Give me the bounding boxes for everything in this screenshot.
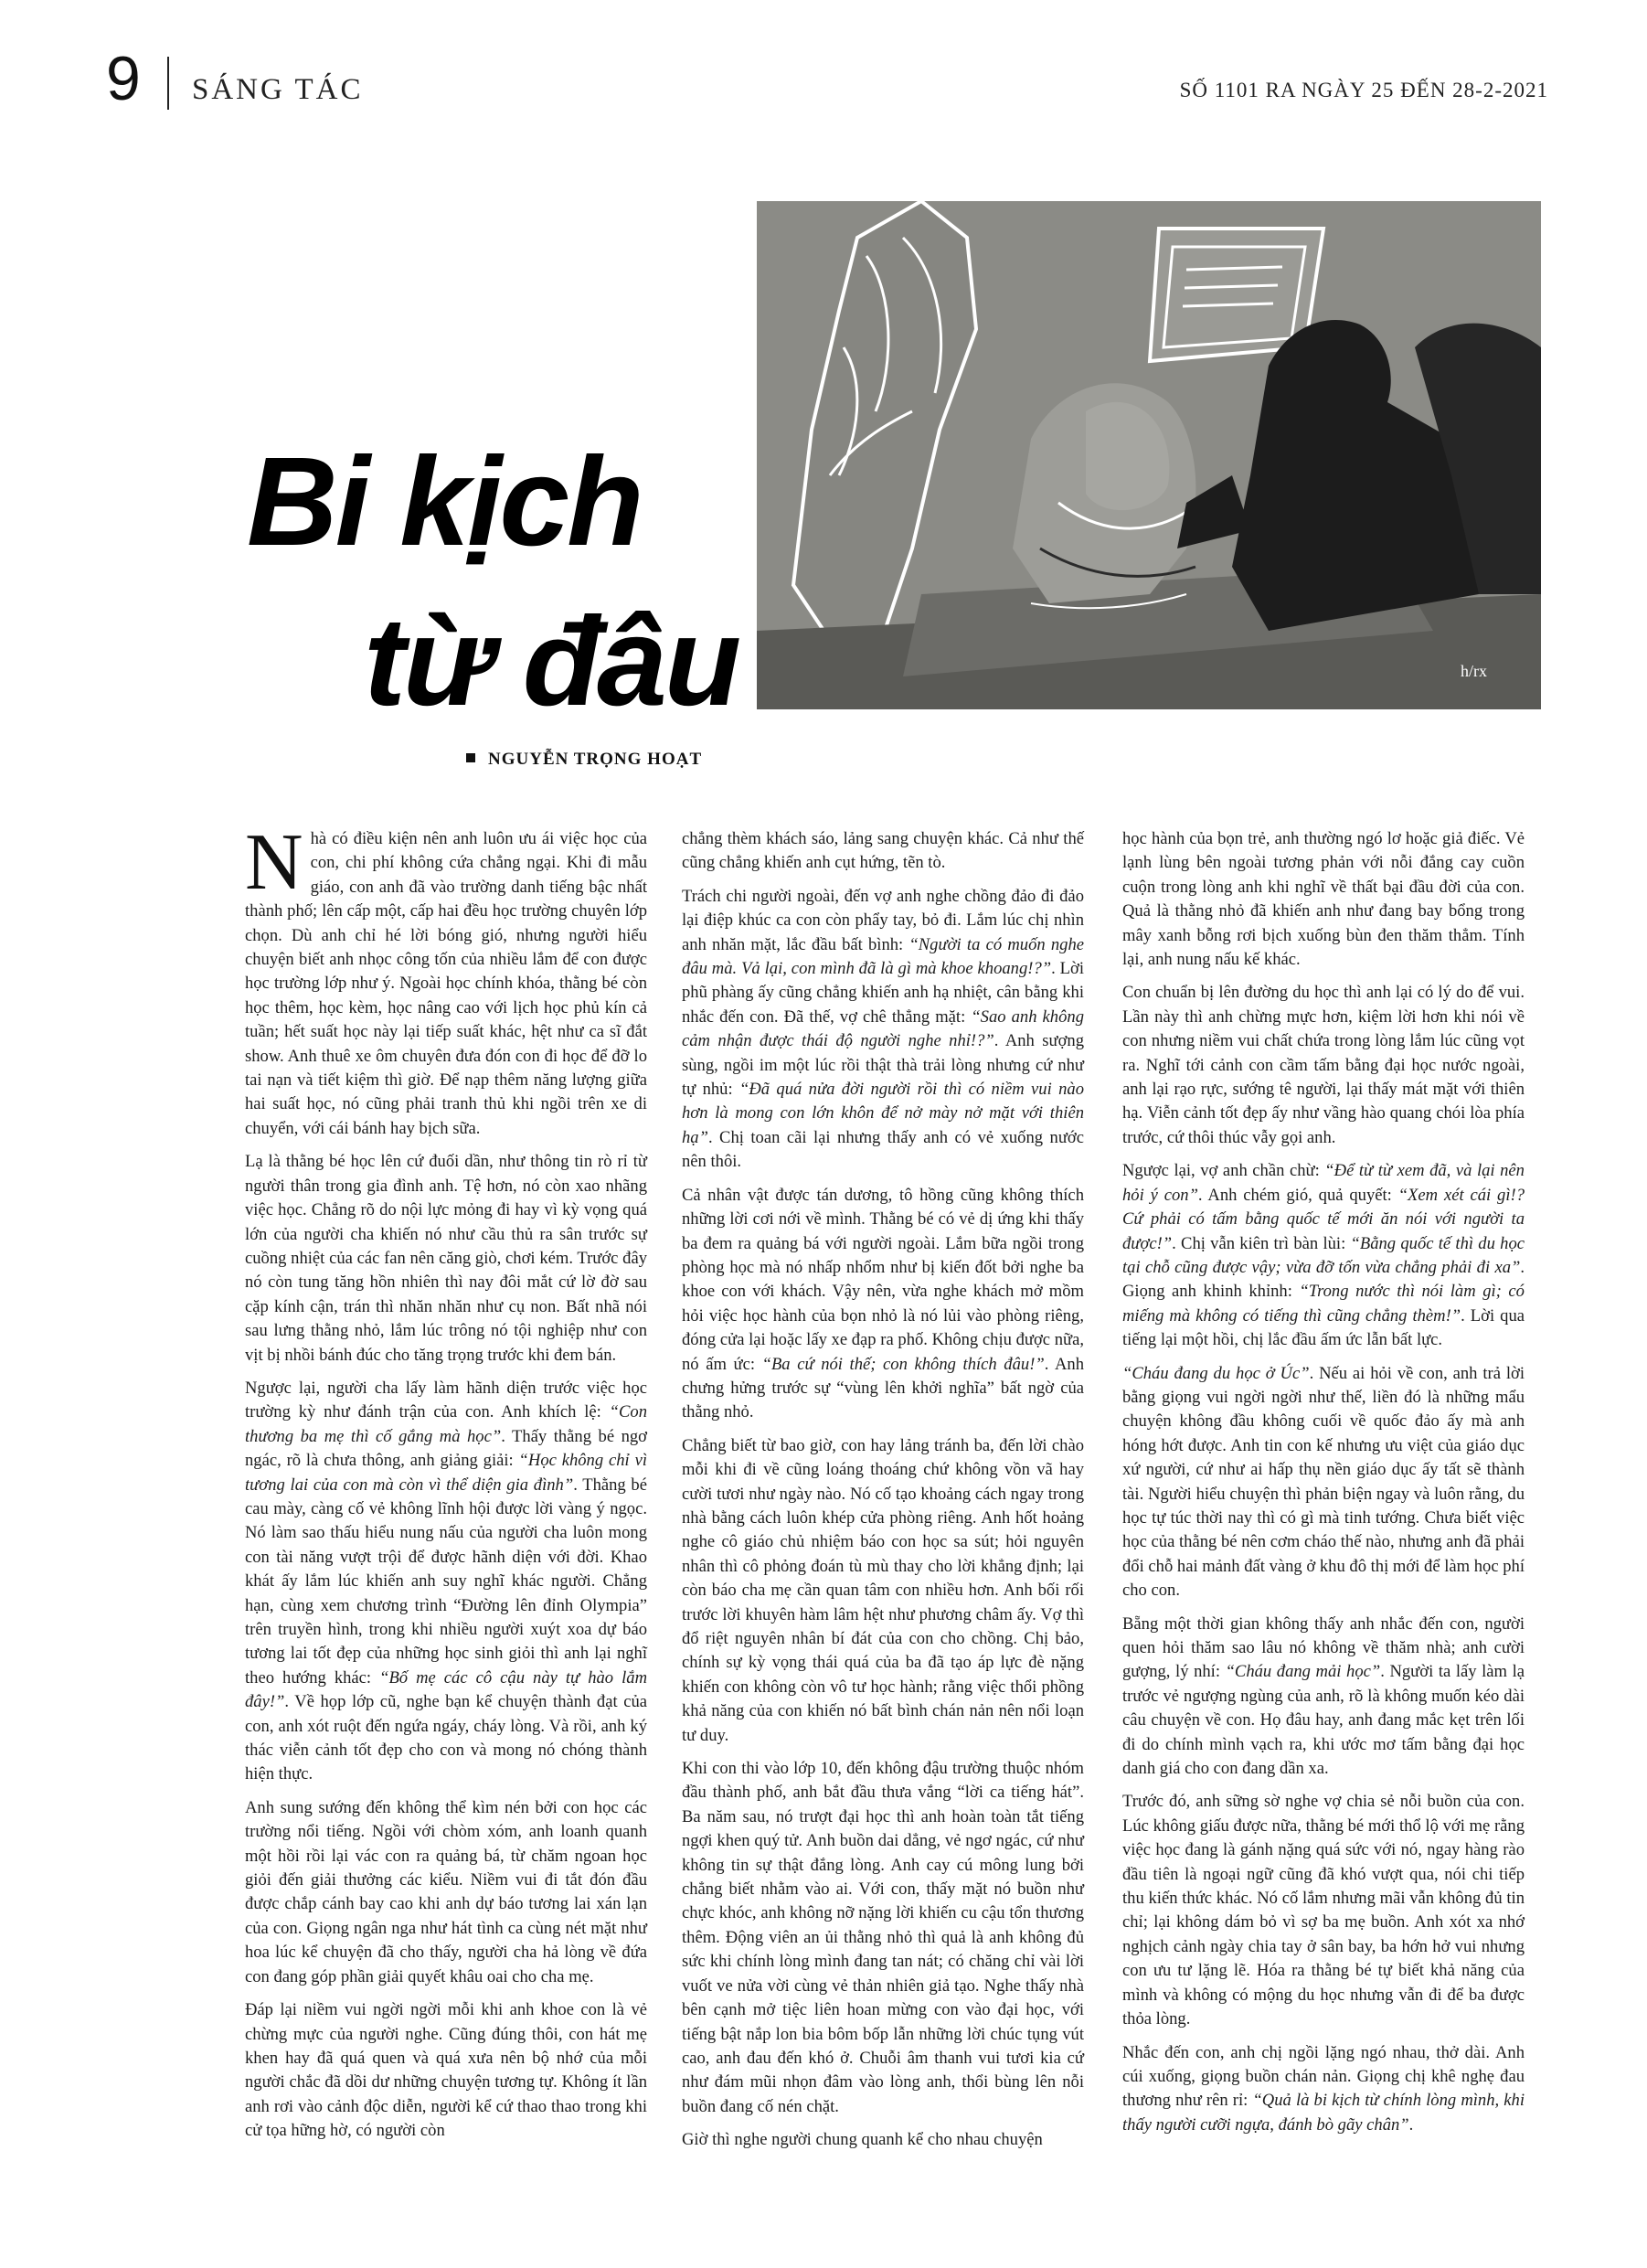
quote-text: “Đã quá nửa đời người rồi thì có niềm vui nào hơn là mong con lớn khôn để nở mày nở mặt với thiên hạ” xyxy=(682,1080,1084,1147)
article-paragraph xyxy=(245,1796,647,1989)
body-text: . Anh chưng hửng trước sự “vùng lên khởi nghĩa” bất ngờ của thằng nhỏ. xyxy=(682,1354,1084,1422)
author-name: NGUYỄN TRỌNG HOẠT xyxy=(488,750,703,769)
body-text: Khi con thi vào lớp 10, đến không đậu trường thuộc nhóm đầu thành phố, anh bắt đầu thưa vắng “lời ca tiếng hát”. Ba năm sau, nó trượt đại học thì anh hoàn toàn tắt tiếng ngợi khen quý tử. Anh buồn dai dẳng, vẻ ngơ ngác, cứ như không tin sự thật đắng lòng. Anh cay cú mông lung bởi chẳng biết nhằm vào ai. Với con, thấy mặt nó buồn như chực khóc, anh không nỡ nặng lời khiến cu cậu tổn thương thêm. Động viên an ủi thằng nhỏ thì quả là anh không đủ sức khi chính lòng mình đang tan nát; có chăng chỉ vài lời vuốt ve nửa vời cùng vẻ thản nhiên giả tạo. Nghe thấy nhà bên cạnh mở tiệc liên hoan mừng con vào đại học, với tiếng bật nắp lon bia bôm bốp lẫn những lời chúc tụng vút cao, anh đau đến khó ở. Chuỗi âm thanh vui tươi kia cứ như đám mũi nhọn đâm vào lòng anh, thổi bùng lên nỗi buồn đang cố nén chặt. xyxy=(682,1759,1084,2116)
author-byline xyxy=(466,750,702,770)
body-text: . Thấy thằng bé ngơ ngác, rõ là chưa thông, anh giảng giải: xyxy=(245,1426,647,1471)
quote-text: “Xem xét cái gì!? Cứ phải có tấm bằng quốc tế mới ăn nói với người ta được!” xyxy=(1122,1185,1525,1253)
article-paragraph xyxy=(682,885,1084,1175)
drop-cap: N xyxy=(245,818,303,907)
body-text: . Chị toan cãi lại nhưng thấy anh có vẻ xuống nước nên thôi. xyxy=(682,1127,1084,1172)
body-text: . Nếu ai hỏi về con, anh trả lời bằng giọng vui ngời ngời như thế, liền đó là những mẩu chuyện không đầu không cuối về quốc đảo ấy mà anh hóng hớt được. Anh tin con kế nhưng ưu việt của giáo dục xứ người, cứ như ai hấp thụ nền giáo dục ấy tất sẽ thành tài. Người hiểu chuyện thì phản biện ngay và luôn rằng, du học tự túc thời nay thì có gì mà tinh tướng. Chưa biết việc học của thằng bé nên cơm cháo thế nào, nhưng anh đã phải đổi chỗ hai mảnh đất vàng ở khu đô thị mới để làm học phí cho con. xyxy=(1122,1363,1525,1601)
article-column-3 xyxy=(1122,827,1525,2146)
article-column-1 xyxy=(245,818,647,2153)
issue-date: SỐ 1101 RA NGÀY 25 ĐẾN 28-2-2021 xyxy=(1179,79,1548,101)
quote-text: “Sao anh không cảm nhận được thái độ người nghe nhỉ!?” xyxy=(682,1006,1084,1051)
article-paragraph xyxy=(245,1377,647,1787)
section-name: SÁNG TÁC xyxy=(192,73,364,106)
body-text: . Lời qua tiếng lại một hồi, chị lắc đầu ấm ức lẫn bất lực. xyxy=(1122,1305,1525,1350)
body-text: . xyxy=(1408,2114,1414,2135)
body-text: . Giọng anh khinh khỉnh: xyxy=(1122,1257,1525,1302)
quote-text: “Cháu đang mải học” xyxy=(1225,1662,1381,1682)
body-text: Trước đó, anh sững sờ nghe vợ chia sẻ nỗi buồn của con. Lúc không giấu được nữa, thằng bé mới thổ lộ với mẹ rằng việc học đang là gánh nặng quá sức với nó, ngay hàng rào đầu tiên là ngoại ngữ cũng đã khó vượt qua, nói chi tiếp thu kiến thức khác. Nó cố lắm nhưng mãi vẫn không đủ tin chỉ; lại không dám bỏ vì sợ ba mẹ buồn. Anh xót xa nhớ nghịch cảnh ngày chia tay ở sân bay, ba hớn hở vui nhưng con ưu tư lặng lẽ. Hóa ra thằng bé tự biết khả năng của mình và không có mộng du học nhưng vẫn đi để ba được thỏa lòng. xyxy=(1122,1792,1525,2029)
body-text: Giờ thì nghe người chung quanh kể cho nhau chuyện xyxy=(682,2130,1043,2150)
body-text: Ngược lại, người cha lấy làm hãnh diện trước việc học trường kỳ như đánh trận của con. Anh khích lệ: xyxy=(245,1378,647,1422)
quote-text: “Cháu đang du học ở Úc” xyxy=(1122,1363,1310,1383)
article-title-line2: từ đâu xyxy=(364,591,739,732)
article-title-line1: Bi kịch xyxy=(247,431,642,572)
article-paragraph xyxy=(1122,981,1525,1150)
byline-square-icon xyxy=(466,753,475,762)
header-divider xyxy=(167,57,169,110)
body-text: . Anh sượng sùng, ngồi im một lúc rồi thật thà trải lòng nhưng cứ như tự nhủ: xyxy=(682,1031,1084,1100)
article-paragraph xyxy=(682,1184,1084,1425)
page-number: 9 xyxy=(106,44,141,113)
article-paragraph xyxy=(245,1998,647,2143)
body-text: chẳng thèm khách sáo, lảng sang chuyện khác. Cả như thế cũng chẳng khiến anh cụt hứng, tẽn tò. xyxy=(682,829,1084,873)
body-text: . Về họp lớp cũ, nghe bạn kể chuyện thành đạt của con, anh xót ruột đến ngứa ngáy, cháy lòng. Và rồi, anh ký thác viễn cảnh tốt đẹp cho con và mong nó chóng thành hiện thực. xyxy=(245,1692,647,1784)
body-text: học hành của bọn trẻ, anh thường ngó lơ hoặc giả điếc. Vẻ lạnh lùng bên ngoài tương phản với nỗi đắng cay cuồn cuộn trong lòng anh khi nghĩ về thất bại đầu đời của con. Quả là thằng nhỏ đã khiến anh như đang bay bổng trong mây xanh bỗng rơi bịch xuống bùn đen thăm thẳm. Tính lại, anh nung nấu kế khác. xyxy=(1122,829,1525,970)
quote-text: “Bố mẹ các cô cậu này tự hào lắm đây!” xyxy=(245,1667,647,1712)
article-paragraph xyxy=(682,1434,1084,1748)
quote-text: “Ba cứ nói thế; con không thích đâu!” xyxy=(761,1354,1045,1374)
body-text: . Thằng bé cau mày, càng cố vẻ không lĩnh hội được lời vàng ý ngọc. Nó làm sao thấu hiểu nung nấu của người cha luôn mong con tài năng vượt trội để được hãnh diện với đời. Khao khát ấy lắm lúc khiến anh suy nghĩ khác người. Chẳng hạn, cùng xem chương trình “Đường lên đỉnh Olympia” trên truyền hình, trong khi nhiều người xuýt xoa dự báo tương lai tốt đẹp của những học sinh giỏi thì anh lại nghĩ theo hướng khác: xyxy=(245,1475,647,1688)
article-paragraph xyxy=(1122,1790,1525,2031)
article-paragraph xyxy=(1122,1613,1525,1782)
body-text: Nhắc đến con, anh chị ngồi lặng ngó nhau, thở dài. Anh cúi xuống, giọng buồn chán nản. Giọng chị khê nghẹ đau thương như rên rỉ: xyxy=(1122,2042,1525,2111)
article-paragraph xyxy=(245,1150,647,1368)
article-illustration xyxy=(757,201,1541,709)
quote-text: “Quả là bi kịch từ chính lòng mình, khi thấy người cưỡi ngựa, đánh bò gãy chân” xyxy=(1122,2091,1525,2135)
body-text: Đáp lại niềm vui ngời ngời mỗi khi anh khoe con là vẻ chừng mực của người nghe. Cũng đúng thôi, con hát mẹ khen hay đã quá quen và quá xưa nên bộ nhớ của mỗi người chắc đã dồi dư những chuyện tương tự. Không ít lần anh rơi vào cảnh độc diễn, người kể cứ thao thao trong khi cử tọa hững hờ, có người còn xyxy=(245,2000,647,2141)
article-paragraph xyxy=(245,818,647,1141)
article-paragraph xyxy=(1122,2041,1525,2138)
body-text: Cả nhân vật được tán dương, tô hồng cũng không thích những lời cơi nới về mình. Thằng bé có vẻ dị ứng khi thấy ba đem ra quảng bá với người ngoài. Lắm bữa ngồi trong phòng học mà nó nhấp nhổm như bị kiến đốt bởi nghe ba khoe con với khách. Vậy nên, vừa nghe khách mở mồm hỏi việc học hành của bọn nhỏ là nó lủi vào phòng riêng, đóng cửa lại hoặc lấy xe đạp ra phố. Không chịu được nữa, nó ấm ức: xyxy=(682,1185,1084,1374)
article-paragraph xyxy=(682,1757,1084,2119)
quote-text: “Học không chỉ vì tương lai của con mà còn vì thể diện gia đình” xyxy=(245,1451,647,1495)
article-paragraph xyxy=(682,827,1084,876)
quote-text: “Trong nước thì nói làm gì; có miếng mà không có tiếng thì cũng chẳng thèm!” xyxy=(1122,1282,1525,1326)
quote-text: “Người ta có muốn nghe đâu mà. Vả lại, con mình đã là gì mà khoe khoang!?” xyxy=(682,934,1085,979)
quote-text: “Để từ từ xem đã, và lại nên hỏi ý con” xyxy=(1122,1161,1525,1205)
body-text: . Chị vẫn kiên trì bàn lùi: xyxy=(1172,1233,1351,1253)
body-text: hà có điều kiện nên anh luôn ưu ái việc học của con, chi phí không cứa chẳng ngại. Khi đi mẫu giáo, con anh đã vào trường danh tiếng bậc nhất thành phố; lên cấp một, cấp hai đều học trường chuyên lớp chọn. Dù anh chỉ hé lời bóng gió, nhưng người hiểu chuyện biết anh nhọc công tốn của nhiều lắm để con được học trường lớp như ý. Ngoài học chính khóa, thằng bé còn học thêm, học kèm, học nâng cao với lịch học phủ kín cả tuần; hết suất học này lại tiếp suất khác, hệt như ca sĩ đắt show. Anh thuê xe ôm chuyên đưa đón con đi học để đỡ lo tai nạn và tiết kiệm thì giờ. Để nạp thêm năng lượng giữa hai suất học, nó cũng phải tranh thủ khi ngồi trên xe di chuyển, với cái bánh hay bịch sữa. xyxy=(245,829,647,1138)
body-text: Lạ là thằng bé học lên cứ đuối dần, như thông tin rò rỉ từ người thân trong gia đình anh. Tệ hơn, nó còn xao nhãng việc học. Chẳng rõ do nội lực mỏng đi hay vì kỳ vọng quá lớn của người cha khiến nó như cầu thủ ra sân trước sự cuồng nhiệt của các fan nên căng giò, chơi kém. Trước đây nó còn tung tăng hồn nhiên thì nay đôi mắt cứ lờ đờ sau cặp kính cận, trán thì nhăn nhăn như cụ non. Bất nhã nói sau lưng thằng nhỏ, lắm lúc trông nó tội nghiệp như con vịt bị nhồi bánh đúc cho tăng trọng trước khi đem bán. xyxy=(245,1152,647,1365)
body-text: Con chuẩn bị lên đường du học thì anh lại có lý do để vui. Lần này thì anh chừng mực hơn, kiệm lời hơn khi nói về con nhưng niềm vui chất chứa trong lòng lắm lúc cũng vọt ra. Nghĩ tới cảnh con cầm tấm bằng đại học nước ngoài, anh lại rạo rực, sướng tê người, lại thấy mát mặt với thiên hạ. Viễn cảnh tốt đẹp ấy như vầng hào quang chói lòa phía trước, cứ thôi thúc vẫy gọi anh. xyxy=(1122,983,1525,1147)
body-text: Chẳng biết từ bao giờ, con hay lảng tránh ba, đến lời chào mỗi khi đi về cũng loáng thoáng chứ không vồn vã hay cười tươi như ngày nào. Nó cố tạo khoảng cách ngay trong nhà bằng cách luôn khép cửa phòng riêng. Anh hốt hoảng nghe cô giáo chủ nhiệm báo con học sa sút; hỏi nguyên nhân thì cô phỏng đoán tù mù thay cho lời khẳng định; lại còn báo cha mẹ cần quan tâm con nhiều hơn. Anh bối rối trước lời khuyên hàm lâm hệt như phương châm ấy. Vợ thì đổ riệt nguyên nhân bí đát của con cho chồng. Chị bảo, chính sự kỳ vọng thái quá của ba đã tạo áp lực đè nặng khiến con không còn vô tư học hành; rằng việc thổi phồng khả năng của con khiến nó bất bình chán nản nên nổi loạn tư duy. xyxy=(682,1435,1084,1745)
article-paragraph xyxy=(682,2128,1084,2152)
body-text: Bẵng một thời gian không thấy anh nhắc đến con, người quen hỏi thăm sao lâu nó không về thăm nhà; anh cười gượng, lý nhí: xyxy=(1122,1613,1525,1682)
article-paragraph xyxy=(1122,1159,1525,1352)
article-paragraph xyxy=(1122,1362,1525,1603)
body-text: Ngược lại, vợ anh chần chừ: xyxy=(1122,1161,1325,1181)
quote-text: “Bằng quốc tế thì du học tại chỗ cũng được vậy; vừa đỡ tốn vừa chẳng phải đi xa” xyxy=(1122,1233,1525,1277)
body-text: Anh sung sướng đến không thể kìm nén bởi con học các trường nổi tiếng. Ngồi với chòm xóm, anh loanh quanh một hồi rồi lại vác con ra quảng bá, từ chăm ngoan học giỏi đến giải thưởng các kiểu. Niềm vui đi tắt đón đầu được chắp cánh bay cao khi anh dự báo tương lai xán lạn của con. Giọng ngân nga như hát tình ca cùng nét mặt như hoa lúc kể chuyện đã cho thấy, người cha hả lòng về đứa con đang góp phần giải quyết khâu oai cho cha mẹ. xyxy=(245,1797,647,1986)
body-text: Trách chi người ngoài, đến vợ anh nghe chồng đảo đi đảo lại điệp khúc ca con còn phẩy tay, bỏ đi. Lắm lúc chị nhìn anh nhăn mặt, lắc đầu bất bình: xyxy=(682,886,1084,954)
illustration-signature: h/rx xyxy=(1461,662,1487,680)
body-text: . Người ta lấy làm lạ trước vẻ ngượng ngùng của anh, rõ là không muốn kéo dài câu chuyện về con. Họ đâu hay, anh đang mắc kẹt trên lối đi do chính mình vạch ra, khi ước mơ tấm bằng đại học danh giá cho con đang dần xa. xyxy=(1122,1662,1525,1779)
article-paragraph xyxy=(1122,827,1525,972)
body-text: . Lời phũ phàng ấy cũng chẳng khiến anh hạ nhiệt, cân bằng khi nhắc đến con. Đã thế, vợ chê thẳng mặt: xyxy=(682,959,1085,1027)
body-text: . Anh chém gió, quả quyết: xyxy=(1197,1185,1398,1205)
article-column-2 xyxy=(682,827,1084,2162)
quote-text: “Con thương ba mẹ thì cố gắng mà học” xyxy=(245,1402,647,1446)
